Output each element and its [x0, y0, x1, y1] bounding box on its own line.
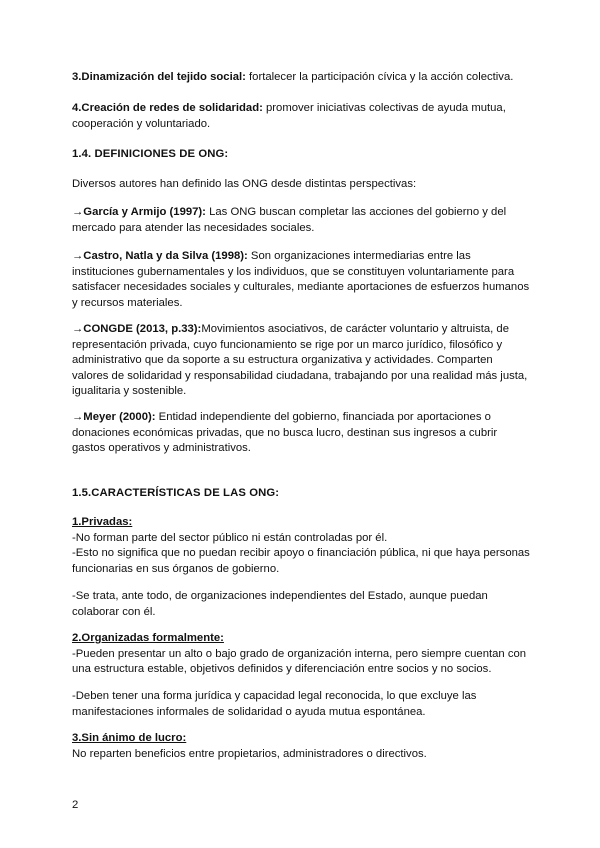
- characteristic-line: -No forman parte del sector público ni están controladas por él.: [72, 531, 388, 544]
- characteristic-line: No reparten beneficios entre propietarios, administradores o directivos.: [72, 747, 427, 760]
- definition-garcia-armijo: [72, 205, 532, 236]
- characteristic-organizadas: [72, 631, 532, 678]
- characteristic-organizadas-note: -Deben tener una forma jurídica y capacidad legal reconocida, lo que excluye las manifestaciones informales de solidaridad o ayuda mutua espontánea.: [72, 690, 477, 718]
- characteristic-title: 3.Sin ánimo de lucro:: [72, 732, 187, 744]
- definition-congde: [72, 322, 532, 400]
- definition-meyer: [72, 410, 532, 457]
- definition-castro: [72, 249, 532, 311]
- definition-author: →Meyer (2000):: [72, 411, 156, 423]
- definition-author: →García y Armijo (1997):: [72, 206, 206, 218]
- characteristic-line: -Esto no significa que no puedan recibir apoyo o financiación pública, ni que haya personas funcionarias en sus órganos de gobierno.: [72, 547, 530, 575]
- objective-3-text: fortalecer la participación cívica y la acción colectiva.: [245, 71, 514, 83]
- objective-4-label: 4.Creación de redes de solidaridad:: [72, 102, 263, 114]
- characteristic-line: -Pueden presentar un alto o bajo grado de organización interna, pero siempre cuentan con una estructura estable, objetivos definidos y diferenciación entre socios y no socios.: [72, 647, 527, 675]
- section-heading-1-5: 1.5.CARACTERÍSTICAS DE LAS ONG:: [72, 487, 280, 499]
- section-heading-1-4: 1.4. DEFINICIONES DE ONG:: [72, 148, 229, 160]
- definitions-intro: Diversos autores han definido las ONG desde distintas perspectivas:: [72, 178, 417, 190]
- characteristic-privadas-note: -Se trata, ante todo, de organizaciones independientes del Estado, aunque puedan colaborar con él.: [72, 590, 488, 618]
- characteristic-sin-lucro: [72, 731, 532, 762]
- definition-text: Son organizaciones intermediarias entre las instituciones gubernamentales y los individuos, que se constituyen voluntariamente para satisfacer necesidades sociales y culturales, mediante aportaciones de esfuerzos humanos y recursos materiales.: [72, 250, 530, 309]
- characteristic-privadas: [72, 515, 532, 577]
- definition-text: Movimientos asociativos, de carácter voluntario y altruista, de representación privada, cuyo funcionamiento se rige por un marco jurídico, filosófico y administrativo que da soporte a su estructura organizativa y actividades. Comparten valores de solidaridad y responsabilidad ciudadana, trabajando por una realidad más justa, igualitaria y sostenible.: [72, 323, 528, 397]
- definition-text: Las ONG buscan completar las acciones del gobierno y del mercado para atender las necesidades sociales.: [72, 206, 507, 234]
- definition-text: Entidad independiente del gobierno, financiada por aportaciones o donaciones económicas privadas, que no busca lucro, destinan sus ingresos a cubrir gastos operativos y administrativos.: [72, 411, 498, 454]
- objective-4-text: promover iniciativas colectivas de ayuda mutua, cooperación y voluntariado.: [72, 102, 506, 130]
- objective-4: [72, 101, 532, 132]
- characteristic-title: 1.Privadas:: [72, 516, 133, 528]
- objective-3: [72, 70, 532, 86]
- definition-author: →CONGDE (2013, p.33):: [72, 323, 202, 335]
- characteristic-title: 2.Organizadas formalmente:: [72, 632, 224, 644]
- page-number: 2: [72, 799, 79, 811]
- objective-3-label: 3.Dinamización del tejido social:: [72, 71, 246, 83]
- definition-author: →Castro, Natla y da Silva (1998):: [72, 250, 248, 262]
